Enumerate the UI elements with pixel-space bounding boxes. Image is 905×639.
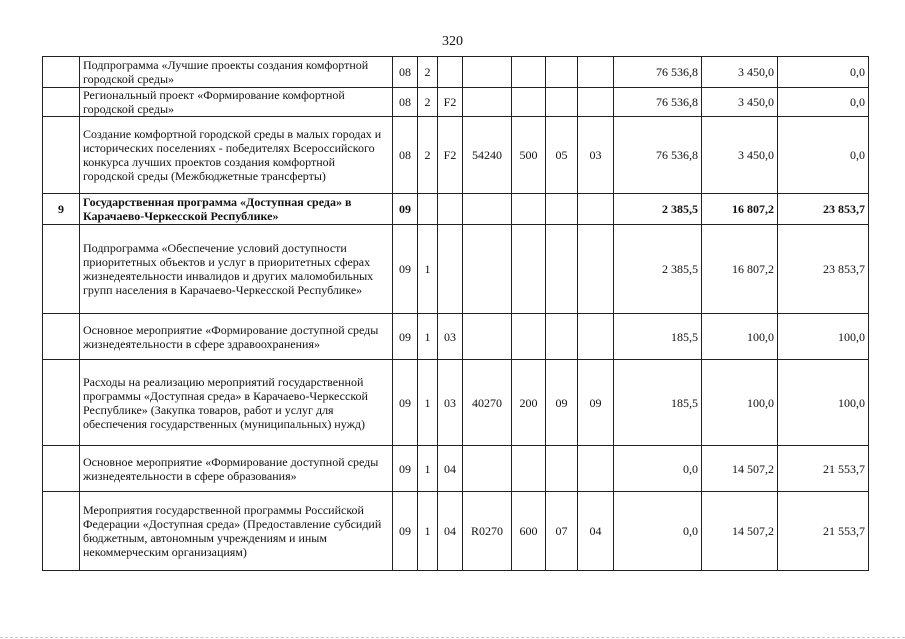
code-7: 03 bbox=[578, 117, 614, 194]
code-4 bbox=[463, 194, 512, 225]
code-5: 200 bbox=[512, 360, 546, 446]
value-1: 2 385,5 bbox=[614, 194, 702, 225]
code-5: 600 bbox=[512, 492, 546, 571]
value-2: 16 807,2 bbox=[702, 225, 778, 314]
code-3: F2 bbox=[438, 88, 463, 117]
code-4 bbox=[463, 446, 512, 492]
row-name: Подпрограмма «Обеспечение условий доступности приоритетных объектов и услуг в приоритетных сферах жизнедеятельности инвалидов и других маломобильных групп населения в Карачаево-Черкесской Республике» bbox=[80, 225, 393, 314]
code-2: 2 bbox=[418, 117, 438, 194]
code-2: 1 bbox=[418, 492, 438, 571]
code-1: 09 bbox=[393, 360, 418, 446]
row-name: Мероприятия государственной программы Российской Федерации «Доступная среда» (Предоставление субсидий бюджетным, автономным учреждениям и иным некоммерческим организациям) bbox=[80, 492, 393, 571]
table-row bbox=[43, 360, 869, 446]
value-1: 76 536,8 bbox=[614, 117, 702, 194]
value-1: 185,5 bbox=[614, 360, 702, 446]
code-3: 04 bbox=[438, 492, 463, 571]
code-2: 2 bbox=[418, 88, 438, 117]
code-3 bbox=[438, 57, 463, 88]
row-index bbox=[43, 88, 80, 117]
code-6 bbox=[546, 446, 578, 492]
value-1: 0,0 bbox=[614, 446, 702, 492]
table-row bbox=[43, 446, 869, 492]
scan-artifact-line bbox=[0, 636, 905, 638]
table-row bbox=[43, 88, 869, 117]
code-1: 09 bbox=[393, 492, 418, 571]
row-name: Подпрограмма «Лучшие проекты создания комфортной городской среды» bbox=[80, 57, 393, 88]
code-4 bbox=[463, 314, 512, 360]
row-index bbox=[43, 360, 80, 446]
value-1: 76 536,8 bbox=[614, 57, 702, 88]
code-6 bbox=[546, 88, 578, 117]
value-2: 100,0 bbox=[702, 360, 778, 446]
code-4: 40270 bbox=[463, 360, 512, 446]
table-body bbox=[43, 57, 869, 571]
code-6: 07 bbox=[546, 492, 578, 571]
code-7 bbox=[578, 446, 614, 492]
row-name: Региональный проект «Формирование комфортной городской среды» bbox=[80, 88, 393, 117]
code-5: 500 bbox=[512, 117, 546, 194]
code-4: 54240 bbox=[463, 117, 512, 194]
code-5 bbox=[512, 446, 546, 492]
value-1: 185,5 bbox=[614, 314, 702, 360]
code-7: 09 bbox=[578, 360, 614, 446]
value-3: 23 853,7 bbox=[778, 194, 869, 225]
page-number: 320 bbox=[442, 34, 463, 49]
value-3: 21 553,7 bbox=[778, 492, 869, 571]
code-7: 04 bbox=[578, 492, 614, 571]
row-name: Основное мероприятие «Формирование доступной среды жизнедеятельности в сфере здравоохранения» bbox=[80, 314, 393, 360]
value-2: 3 450,0 bbox=[702, 88, 778, 117]
code-3: 04 bbox=[438, 446, 463, 492]
code-1: 08 bbox=[393, 117, 418, 194]
code-7 bbox=[578, 225, 614, 314]
row-index: 9 bbox=[43, 194, 80, 225]
code-2 bbox=[418, 194, 438, 225]
code-3 bbox=[438, 225, 463, 314]
code-3: 03 bbox=[438, 314, 463, 360]
row-index bbox=[43, 314, 80, 360]
row-index bbox=[43, 117, 80, 194]
value-3: 23 853,7 bbox=[778, 225, 869, 314]
table-row bbox=[43, 57, 869, 88]
code-3: F2 bbox=[438, 117, 463, 194]
code-2: 1 bbox=[418, 360, 438, 446]
value-3: 21 553,7 bbox=[778, 446, 869, 492]
value-2: 16 807,2 bbox=[702, 194, 778, 225]
code-2: 1 bbox=[418, 446, 438, 492]
table-row bbox=[43, 314, 869, 360]
code-3 bbox=[438, 194, 463, 225]
value-1: 76 536,8 bbox=[614, 88, 702, 117]
code-2: 1 bbox=[418, 225, 438, 314]
code-6 bbox=[546, 225, 578, 314]
row-name: Создание комфортной городской среды в малых городах и исторических поселениях - победителях Всероссийского конкурса лучших проектов создания комфортной городской среды (Межбюджетные трансферты) bbox=[80, 117, 393, 194]
value-3: 100,0 bbox=[778, 360, 869, 446]
code-5 bbox=[512, 88, 546, 117]
row-index bbox=[43, 492, 80, 571]
value-2: 100,0 bbox=[702, 314, 778, 360]
table-row bbox=[43, 225, 869, 314]
code-1: 09 bbox=[393, 314, 418, 360]
table-row bbox=[43, 492, 869, 571]
code-6: 05 bbox=[546, 117, 578, 194]
budget-table bbox=[42, 56, 869, 571]
code-1: 08 bbox=[393, 88, 418, 117]
code-1: 09 bbox=[393, 194, 418, 225]
row-name: Основное мероприятие «Формирование доступной среды жизнедеятельности в сфере образования» bbox=[80, 446, 393, 492]
code-2: 1 bbox=[418, 314, 438, 360]
row-index bbox=[43, 57, 80, 88]
code-1: 08 bbox=[393, 57, 418, 88]
code-5 bbox=[512, 225, 546, 314]
value-2: 14 507,2 bbox=[702, 446, 778, 492]
value-2: 3 450,0 bbox=[702, 57, 778, 88]
code-4: R0270 bbox=[463, 492, 512, 571]
row-name: Расходы на реализацию мероприятий государственной программы «Доступная среда» в Карачаево-Черкесской Республике» (Закупка товаров, работ и услуг для обеспечения государственных (муниципальных) нужд) bbox=[80, 360, 393, 446]
code-7 bbox=[578, 194, 614, 225]
code-6 bbox=[546, 57, 578, 88]
value-2: 3 450,0 bbox=[702, 117, 778, 194]
value-3: 0,0 bbox=[778, 57, 869, 88]
value-2: 14 507,2 bbox=[702, 492, 778, 571]
row-index bbox=[43, 225, 80, 314]
row-name: Государственная программа «Доступная среда» в Карачаево-Черкесской Республике» bbox=[80, 194, 393, 225]
row-index bbox=[43, 446, 80, 492]
value-1: 0,0 bbox=[614, 492, 702, 571]
code-5 bbox=[512, 194, 546, 225]
code-6: 09 bbox=[546, 360, 578, 446]
table-row bbox=[43, 194, 869, 225]
code-1: 09 bbox=[393, 225, 418, 314]
value-3: 100,0 bbox=[778, 314, 869, 360]
value-3: 0,0 bbox=[778, 117, 869, 194]
code-6 bbox=[546, 314, 578, 360]
code-5 bbox=[512, 57, 546, 88]
value-3: 0,0 bbox=[778, 88, 869, 117]
value-1: 2 385,5 bbox=[614, 225, 702, 314]
code-2: 2 bbox=[418, 57, 438, 88]
code-7 bbox=[578, 57, 614, 88]
code-6 bbox=[546, 194, 578, 225]
code-5 bbox=[512, 314, 546, 360]
code-7 bbox=[578, 88, 614, 117]
code-1: 09 bbox=[393, 446, 418, 492]
table-row bbox=[43, 117, 869, 194]
code-4 bbox=[463, 225, 512, 314]
code-4 bbox=[463, 57, 512, 88]
code-3: 03 bbox=[438, 360, 463, 446]
code-4 bbox=[463, 88, 512, 117]
code-7 bbox=[578, 314, 614, 360]
